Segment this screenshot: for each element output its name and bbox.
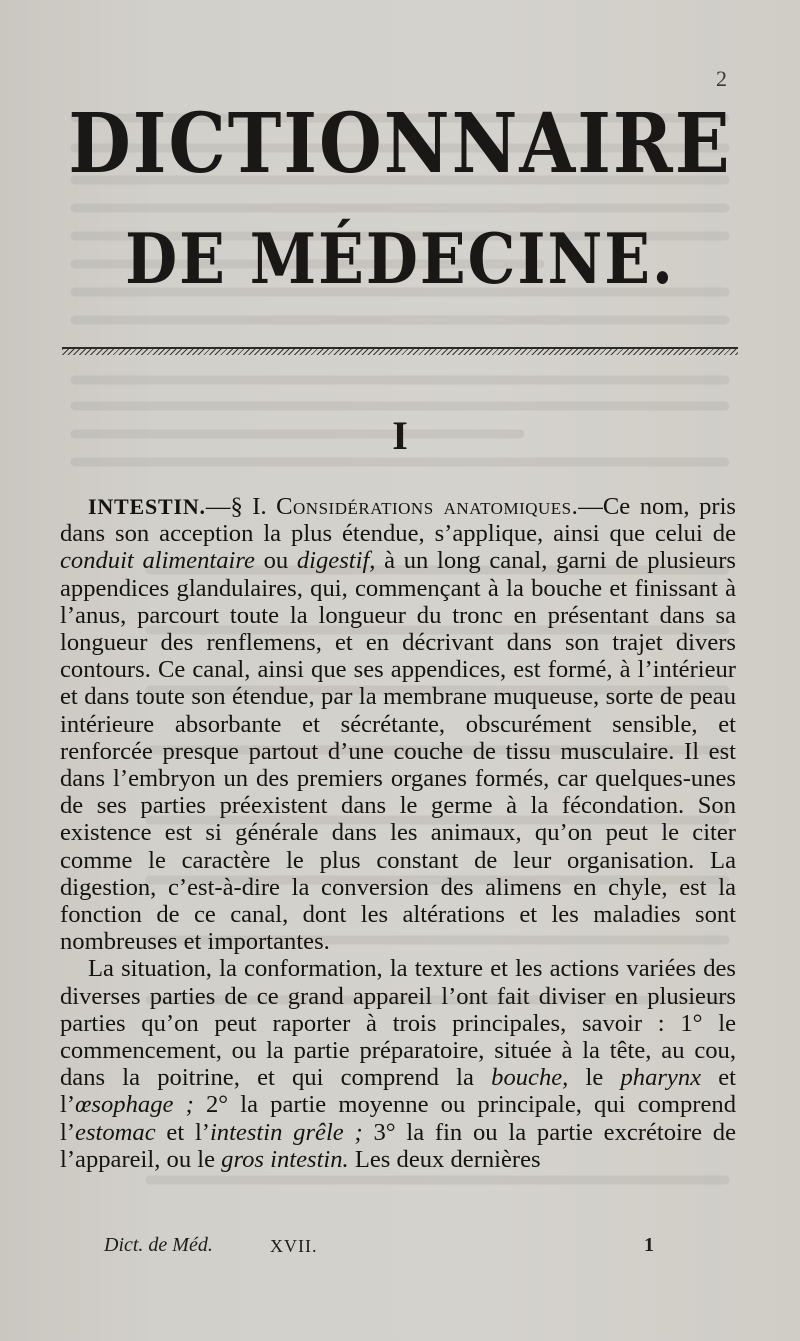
ornamental-rule (62, 347, 738, 355)
term-conduit-alimentaire: conduit alimentaire (60, 547, 255, 575)
paragraph-2 (60, 955, 736, 1173)
article-body (60, 493, 736, 1173)
section-letter: I (392, 413, 408, 458)
term-oesophage: œsophage ; (75, 1091, 194, 1119)
paragraph-2-text-d: 2° la partie moyenne ou principale, qui comprend l’ (60, 1091, 736, 1146)
page-footer (60, 1234, 736, 1264)
paragraph-2-text-f: 3° la fin ou la partie excrétoire de l’appareil, ou le (60, 1118, 736, 1173)
paragraph-2-text-b: le (568, 1064, 621, 1092)
term-estomac: estomac (75, 1118, 156, 1146)
paragraph-1-text-c: à un long canal, garni de plusieurs appendices glandulaires, qui, commençant à la bouche et finissant à l’anus, parcourt toute la longueur du tronc en présentant dans sa longueur des renflemens, et en décrivant dans son trajet divers contours. Ce canal, ainsi que ses appendices, est formé, à l’intérieur et dans toute son étendue, par la membrane muqueuse, sorte de peau intérieure absorbante et sécrétante, obscurément sensible, et renforcée presque partout d’une couche de tissu musculaire. Il est dans l’embryon un des premiers organes formés, car quelques-unes de ses parties préexistent dans le germe à la fécondation. Son existence est si générale dans les animaux, qu’on peut le citer comme le caractère le plus constant de leur organisation. La digestion, c’est-à-dire la conversion des alimens en chyle, est la fonction de ce canal, dont les altérations et les maladies sont nombreuses et importantes. (60, 547, 736, 956)
title-line-2: DE MÉDECINE. (125, 219, 675, 301)
section-mark: —§ I. (205, 493, 267, 520)
term-pharynx: pharynx (620, 1064, 702, 1092)
section-title: Considérations anatomiques. (276, 493, 579, 520)
paragraph-2-text-c: et l’ (60, 1064, 737, 1119)
term-intestin-grele: intestin grêle ; (209, 1118, 363, 1146)
entry-headword: INTESTIN. (88, 494, 206, 519)
footer-sheet-number: 1 (644, 1234, 654, 1256)
paragraph-2-text-a: La situation, la conformation, la texture et les actions variées des diverses parties de ce grand appareil l’ont fait diviser en plusieurs parties qu’on peut raporter à trois principales, savoir : 1° le commencement, ou la partie préparatoire, située à la tête, au cou, dans la poitrine, et qui comprend la (60, 955, 736, 1092)
paragraph-1-text-b: ou (254, 547, 297, 575)
title-line-1: DICTIONNAIRE (68, 93, 732, 192)
paragraph-1-text-a: Ce nom, pris dans son acception la plus étendue, s’applique, ainsi que celui de (60, 493, 736, 548)
paragraph-2-text-g: Les deux dernières (348, 1145, 541, 1173)
footer-volume: XVII. (270, 1236, 318, 1256)
paragraph-2-text-e: et l’ (155, 1118, 210, 1146)
footer-signature: Dict. de Méd. (104, 1234, 213, 1256)
corner-page-number: 2 (716, 66, 727, 91)
term-bouche: bouche, (491, 1064, 569, 1092)
term-digestif: digestif, (296, 547, 376, 575)
term-gros-intestin: gros intestin. (221, 1145, 349, 1173)
section-dash: — (578, 493, 603, 520)
paragraph-1 (60, 493, 736, 955)
